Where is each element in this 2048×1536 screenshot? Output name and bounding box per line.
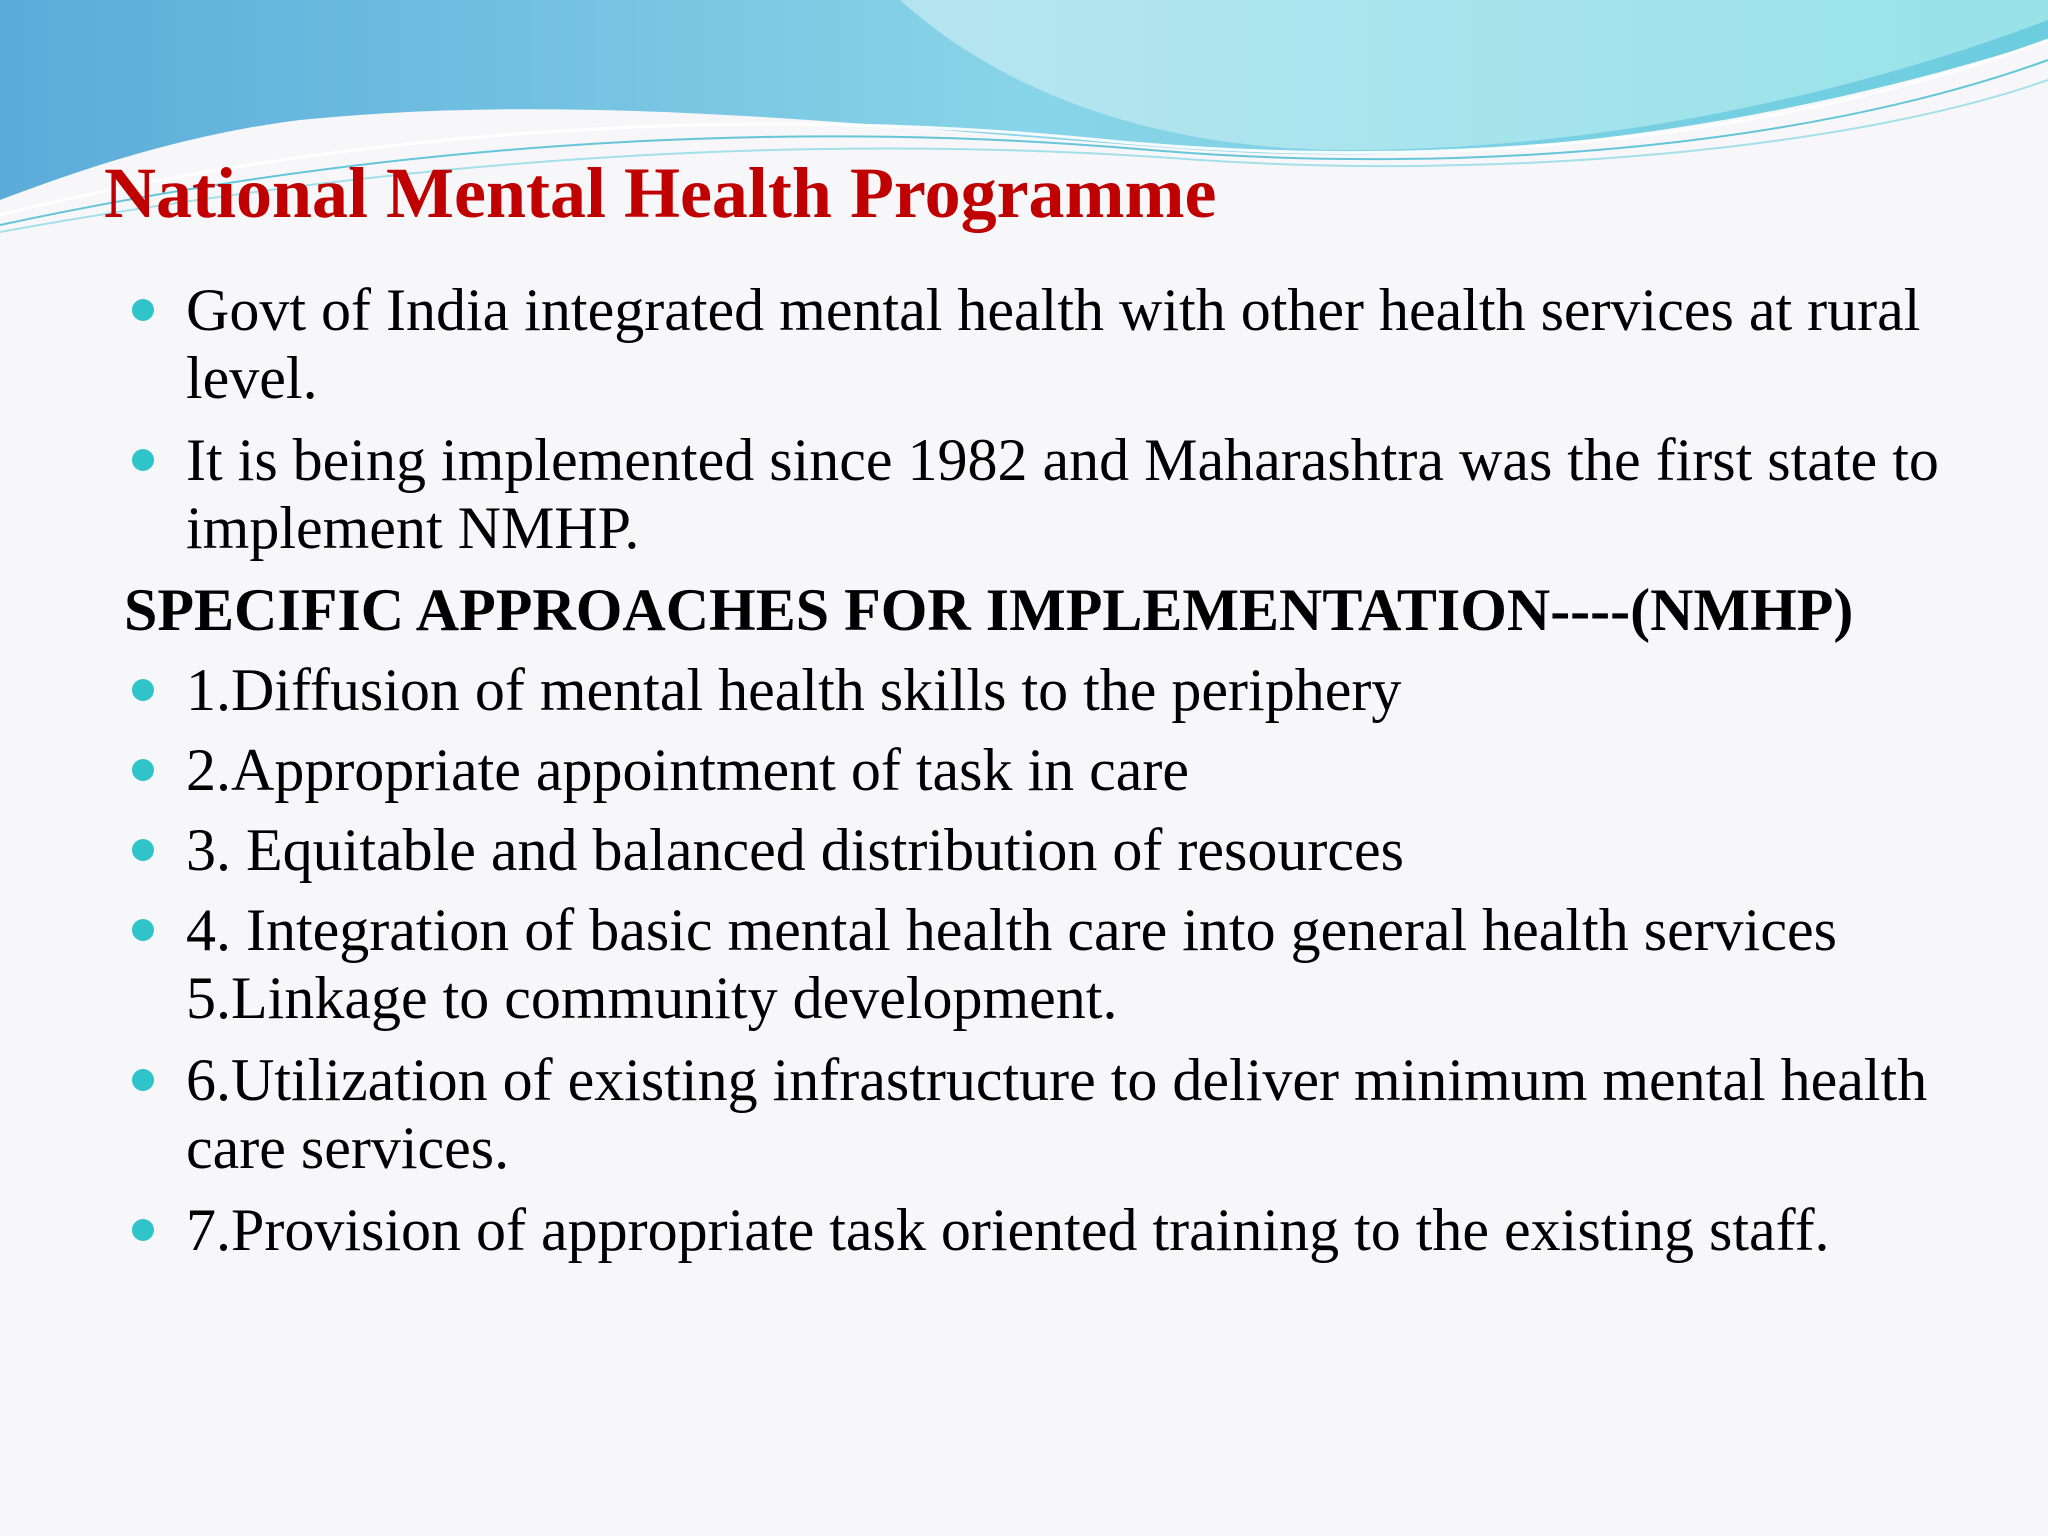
list-item-text: Govt of India integrated mental health with other health services at rural level.	[186, 277, 1921, 411]
list-item-text: 2.Appropriate appointment of task in care	[186, 737, 1190, 803]
list-item	[124, 1046, 2004, 1182]
list-item	[124, 896, 2004, 1032]
slide-title: National Mental Health Programme	[104, 153, 1217, 233]
bullet-dot-icon	[132, 759, 154, 781]
list-item	[124, 736, 2004, 804]
section-heading: SPECIFIC APPROACHES FOR IMPLEMENTATION----(NMHP)	[124, 577, 1854, 643]
slide-content	[124, 276, 2004, 1278]
bullet-dot-icon	[132, 839, 154, 861]
list-item-text: 7.Provision of appropriate task oriented training to the existing staff.	[186, 1197, 1830, 1263]
bullet-dot-icon	[132, 449, 154, 471]
list-item-text: It is being implemented since 1982 and Maharashtra was the first state to implement NMHP.	[186, 427, 1939, 561]
list-item	[124, 1196, 2004, 1264]
bullet-dot-icon	[132, 1219, 154, 1241]
list-item-text: 6.Utilization of existing infrastructure to deliver minimum mental health care services.	[186, 1047, 1928, 1181]
bullet-dot-icon	[132, 919, 154, 941]
bullet-dot-icon	[132, 679, 154, 701]
list-item-text: 3. Equitable and balanced distribution of resources	[186, 817, 1404, 883]
list-item-text: 4. Integration of basic mental health care into general health services 5.Linkage to community development.	[186, 897, 1837, 1031]
list-item-text: 1.Diffusion of mental health skills to the periphery	[186, 657, 1402, 723]
list-item	[124, 276, 2004, 412]
bullet-dot-icon	[132, 299, 154, 321]
bullet-dot-icon	[132, 1069, 154, 1091]
list-item	[124, 426, 2004, 562]
list-item	[124, 656, 2004, 724]
list-item	[124, 816, 2004, 884]
